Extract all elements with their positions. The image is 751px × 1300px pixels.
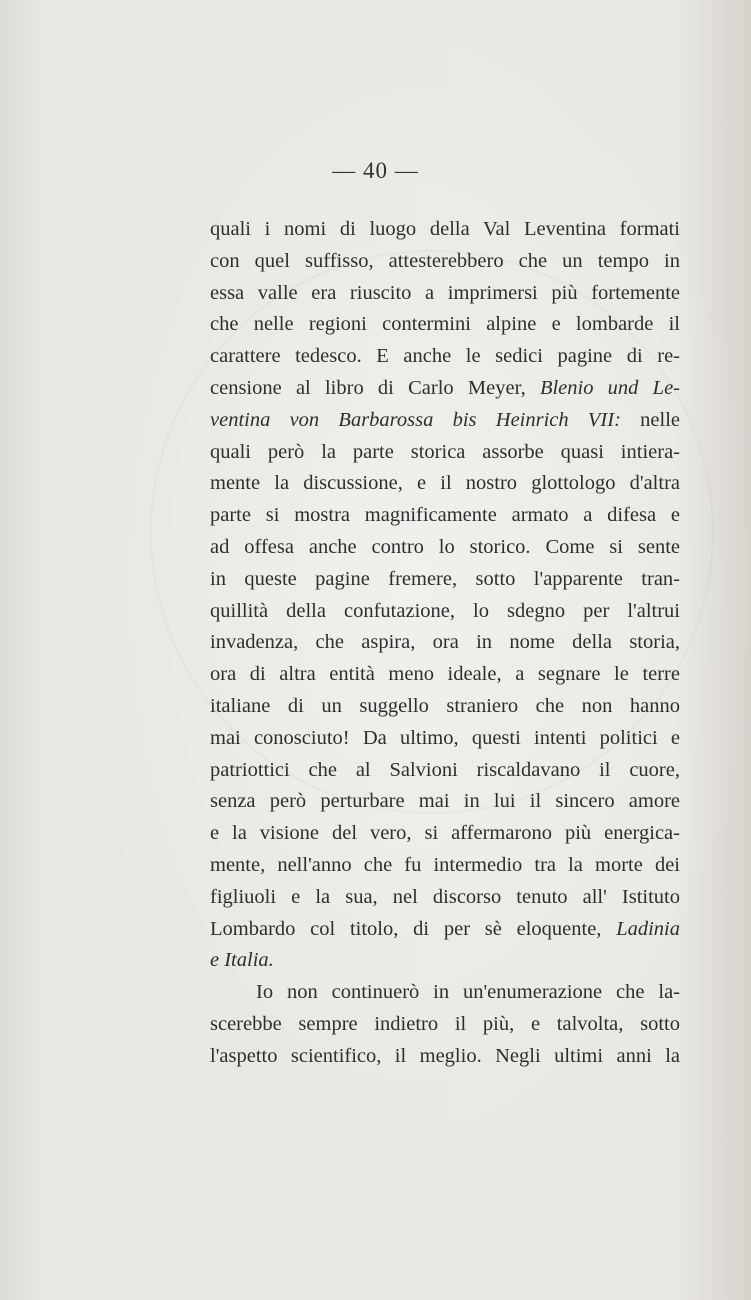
text-line: ora di altra entità meno ideale, a segnare le terre (210, 663, 680, 686)
text-line: censione al libro di Carlo Meyer, Blenio und Le- (210, 376, 680, 399)
text-line: invadenza, che aspira, ora in nome della storia, (210, 631, 680, 654)
body-text (210, 214, 680, 1073)
text-line: italiane di un suggello straniero che non hanno (210, 694, 680, 717)
text-line: quillità della confutazione, lo sdegno per l'altrui (210, 599, 680, 622)
speech-title-italic: Ladinia (616, 917, 680, 940)
text-line: che nelle regioni contermini alpine e lombarde il (210, 313, 680, 336)
text-line: quali però la parte storica assorbe quasi intiera- (210, 440, 680, 463)
text-line: carattere tedesco. E anche le sedici pagine di re- (210, 345, 680, 368)
text-line: e la visione del vero, si affermarono più energica- (210, 822, 680, 845)
speech-title-italic: e Italia. (210, 949, 274, 972)
text-line: quali i nomi di luogo della Val Leventina formati (210, 218, 680, 240)
text-line: con quel suffisso, attesterebbero che un tempo in (210, 249, 680, 272)
book-title-italic: ventina von Barbarossa bis Heinrich VII: (210, 408, 621, 431)
text-line (210, 945, 680, 977)
text-line: figliuoli e la sua, nel discorso tenuto all' Istituto (210, 885, 680, 908)
text-line: parte si mostra magnificamente armato a difesa e (210, 504, 680, 527)
text-line: mente la discussione, e il nostro glottologo d'altra (210, 472, 680, 495)
text-line: senza però perturbare mai in lui il sincero amore (210, 790, 680, 813)
book-title-italic: Blenio und Le- (539, 376, 680, 399)
text-line: patriottici che al Salvioni riscaldavano il cuore, (210, 758, 680, 781)
text-line: ventina von Barbarossa bis Heinrich VII: nelle (210, 408, 680, 431)
text-line: mai conosciuto! Da ultimo, questi intenti politici e (210, 726, 680, 749)
paragraph-start-line: Io non continuerò in un'enumerazione che la- (256, 981, 680, 1004)
text-line: mente, nell'anno che fu intermedio tra la morte dei (210, 853, 680, 876)
text-line: l'aspetto scientifico, il meglio. Negli ultimi anni la (210, 1044, 680, 1067)
text-line: essa valle era riuscito a imprimersi più fortemente (210, 281, 680, 304)
text-line: in queste pagine fremere, sotto l'apparente tran- (210, 567, 680, 590)
page-number: — 40 — (332, 158, 419, 183)
text-line: Lombardo col titolo, di per sè eloquente, Ladinia (210, 917, 680, 940)
text-line: ad offesa anche contro lo storico. Come si sente (210, 535, 680, 558)
text-line: scerebbe sempre indietro il più, e talvolta, sotto (210, 1012, 680, 1035)
